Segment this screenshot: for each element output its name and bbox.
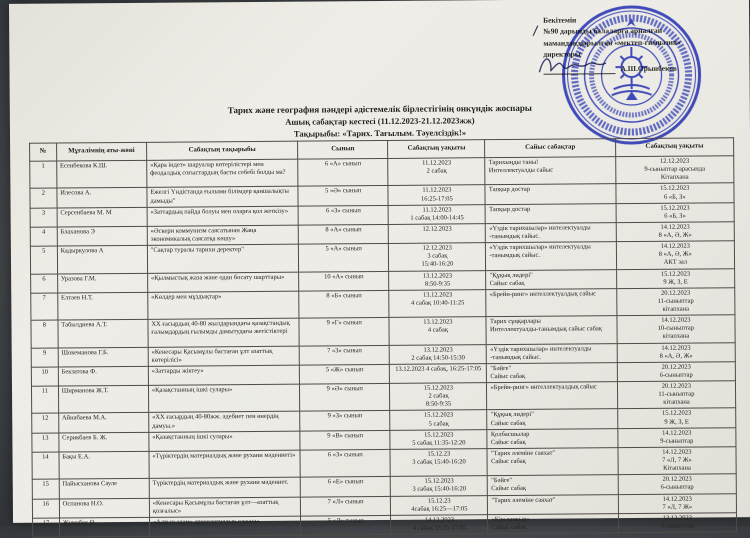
cell-num: 2 bbox=[30, 188, 57, 207]
cell-grade: 6 «З» сынып bbox=[300, 449, 390, 477]
cell-time: 12.12.2023 3 сабақ 15:40-16:20 bbox=[389, 243, 486, 271]
cell-time: 15.12.2023 3 сабақ 15:40-16:20 bbox=[391, 476, 488, 496]
cell-time: 13.12.2023 4 сабақ bbox=[389, 317, 486, 345]
cell-grade: 5 «Ә» сынып bbox=[298, 186, 388, 206]
cell-teacher: Бекзатова Ф. bbox=[58, 366, 148, 386]
signature-icon bbox=[535, 51, 631, 78]
cell-ctime: 14.12.2023 7 «Л, 7 Ж» bbox=[618, 493, 736, 513]
cell-time: 13.12.2023 4 сабақ 10:40-11:25 bbox=[389, 289, 486, 317]
school-name-line1: №90 дарынды балаларға арналған bbox=[543, 26, 663, 36]
cell-num: 9 bbox=[31, 348, 58, 367]
cell-contest: «Брейн-ринг» интеллектуалдық сайыс bbox=[486, 288, 616, 316]
cell-teacher: Жұмабек Ө. bbox=[59, 517, 149, 537]
cell-time: 15.12.2023 2 сабақ 8:50-9:35 bbox=[390, 383, 487, 411]
cell-num: 16 bbox=[32, 499, 59, 518]
cell-time: 15.12.23 3 сабақ 15:40-16:20 bbox=[390, 449, 487, 477]
cell-teacher: Есенбекова К.Ш. bbox=[56, 160, 146, 188]
header-contest-time: Сабақтың уақыты bbox=[615, 138, 733, 157]
cell-ctime: 15.12.2023 9 Ж, З, Е bbox=[616, 268, 734, 288]
cell-contest: «Кім тапқыр» Сайыс сабақ bbox=[488, 513, 618, 533]
cell-time: 11.12.2023 16:25-17:05 bbox=[388, 185, 485, 205]
cell-teacher: Кадыркулова А bbox=[57, 245, 147, 273]
cell-topic: "Сақтар туралы тарихи деректер" bbox=[147, 244, 299, 273]
cell-ctime: 14.12.2023 9-сыныптар bbox=[618, 427, 736, 447]
cell-contest: Тарих сұңқарлары Интеллектуалды-танымдық сайыс сабақ bbox=[486, 316, 616, 344]
cell-ctime: 15.12.2023 6 «Б, З» bbox=[616, 202, 734, 222]
cell-num: 14 bbox=[32, 452, 59, 480]
cell-teacher: Бақы Е.А. bbox=[59, 451, 149, 479]
cell-contest: "Тарих әлеміне саяхат" bbox=[488, 494, 618, 514]
cell-time: 14.12.2023 4 сабақ 16:25-17:05 bbox=[391, 514, 488, 534]
cell-contest: "Бәйге" Сайыс сабақ bbox=[487, 362, 617, 382]
cell-contest: Тапқыр достар bbox=[486, 203, 616, 223]
cell-ctime: 14.12.2023 7 «Л, 7 Ж» Кітапхана bbox=[618, 447, 737, 475]
cell-topic: Ежелгі Үндістанда ғылыми білімдер қаншалықты дамыды" bbox=[147, 187, 299, 207]
cell-contest: Тарихыңды таны! Интеллектуалды сайыс bbox=[485, 157, 615, 185]
cell-num: 10 bbox=[31, 367, 58, 386]
cell-time: 11.12.2023 1 сабақ 14:00-14:45 bbox=[388, 204, 485, 224]
cell-grade: 6 «Е» сынып bbox=[300, 477, 390, 497]
cell-topic: «Қазақстанның ішкі сулары» bbox=[148, 384, 300, 413]
cell-num: 5 bbox=[30, 246, 57, 274]
cell-contest: "Құқық лидері" Сайыс сабақ bbox=[486, 269, 616, 289]
cell-contest: "Құқық лидері" Сайыс сабақ bbox=[487, 409, 617, 429]
cell-grade: 7 «Л» сынып bbox=[301, 496, 391, 516]
cell-num: 3 bbox=[30, 208, 57, 227]
main-title: Тарих және география пәндері әдістемелік бірлестігінің онкүндік жоспары bbox=[227, 102, 532, 116]
director-label: директоры bbox=[543, 49, 581, 59]
cell-ctime: 12.12.2023 9-сыныптар арасында Кітапхана bbox=[615, 156, 734, 184]
cell-time: 13.12.2023 8:50-9:35 bbox=[389, 270, 486, 290]
cell-num: 4 bbox=[30, 227, 57, 246]
cell-topic: «Қазақстанның ішкі сулары» bbox=[149, 431, 301, 451]
cell-grade: 9 «В» сынып bbox=[300, 430, 390, 450]
cell-contest: Қолбасшылар Сайыс сабақ bbox=[487, 428, 617, 448]
cell-teacher: Серсенбаева М. М bbox=[57, 207, 147, 227]
header-grade: Сынып bbox=[298, 140, 388, 159]
document-page bbox=[9, 0, 750, 532]
header-contest-lessons: Сайыс сабақтар bbox=[485, 139, 615, 158]
table-row bbox=[33, 512, 737, 537]
cell-ctime: 20.12.2023 11-сыныптар кітапхана bbox=[616, 287, 735, 315]
cell-topic: «Әскери коммунизм саясатынан Жаңа экономикалық саясатқа көшу» bbox=[147, 225, 299, 245]
cell-time: 15.12.23 4сабақ 16:25—17:05 bbox=[391, 495, 488, 515]
cell-ctime: 15.12.2023 6 «Б, З» bbox=[616, 183, 734, 203]
cell-grade: 10 «А» сынып bbox=[299, 271, 389, 291]
cell-grade: 6 «З» сынып bbox=[298, 205, 388, 225]
subtitle-theme: Тақырыбы: «Тарих. Тағылым. Тәуелсіздік!» bbox=[293, 127, 467, 139]
cell-contest: «Үздік тарихшылар» интелектуалды -танымдық сайыс. bbox=[486, 242, 616, 270]
cell-topic: XX ғасырдың 40-80 жылдарындағы қазақстандық ғалымдардың ғылымды дамытудағы жетістіктері bbox=[148, 318, 300, 347]
cell-grade: 7 «З» сынып bbox=[299, 345, 389, 365]
cell-ctime: 14.12.2023 8 «А, Ә, Ж» bbox=[616, 222, 734, 242]
cell-teacher: Айнабаева М.А. bbox=[58, 413, 148, 433]
cell-time: 13.12.2023 4 сабақ, 16:25-17:05 bbox=[390, 363, 487, 383]
cell-time: 15.12.2023 5 сабақ 11:35-12:20 bbox=[390, 429, 487, 449]
cell-ctime: 14.12.2023 8 «А, Ә, Ж» АКТ зал bbox=[616, 241, 735, 269]
header-num: № bbox=[30, 143, 57, 161]
cell-topic: «Алтын адам» археологиялық олжасы bbox=[149, 516, 301, 536]
handwritten-slash-mark: / bbox=[532, 23, 539, 40]
cell-ctime: 14.12.2023 10-сыныптар кітапхана bbox=[617, 315, 736, 343]
cell-topic: «Кенесары Қасымұлы бастаған ұлт—азаттық қозғалыс» bbox=[149, 497, 301, 517]
cell-time: 12.12.2023 bbox=[389, 224, 486, 244]
cell-contest: Тапқыр достар bbox=[485, 184, 615, 204]
open-lessons-schedule-table bbox=[29, 137, 737, 538]
cell-grade: 8 «А» сынып bbox=[298, 224, 388, 244]
schedule-table-body bbox=[30, 156, 737, 538]
cell-time: 11.12.2023 2 сабақ bbox=[388, 158, 485, 186]
cell-teacher: Илесова А. bbox=[57, 188, 147, 208]
cell-num: 13 bbox=[32, 433, 59, 452]
header-topic: Сабақтың тақырыбы bbox=[146, 141, 297, 160]
cell-ctime: 20.12.2023 6-сыныптар bbox=[617, 361, 735, 381]
cell-grade: 5 «Ж» сынып bbox=[300, 364, 390, 384]
cell-time: 15.12.2023 5 сабақ bbox=[390, 410, 487, 430]
header-teacher: Мұғалімнің аты-жөні bbox=[56, 142, 146, 161]
cell-teacher: Ширманова Ж.Т. bbox=[58, 385, 148, 413]
cell-topic: Түріктердің материалдық және рухани мәдениет. bbox=[149, 477, 301, 497]
approval-block bbox=[543, 13, 747, 75]
cell-teacher: Оспанова Н.О. bbox=[59, 498, 149, 518]
cell-teacher: Табылдиева А.Т. bbox=[58, 319, 148, 347]
cell-teacher: Елтаев Н.Т. bbox=[57, 292, 147, 320]
cell-num: 6 bbox=[31, 274, 58, 293]
cell-teacher: Серикбаев Б. Ж. bbox=[59, 432, 149, 452]
cell-topic: «Түріктердің материалдық және рухани мәдениеті» bbox=[149, 450, 301, 479]
cell-topic: «Қара індет» шаруалар көтерілістері мен феодалдық соғыстардың басты себебі болды ма? bbox=[147, 159, 299, 188]
header-lesson-time: Сабақтың уақыты bbox=[388, 140, 485, 159]
cell-num: 11 bbox=[31, 386, 58, 414]
cell-num: 12 bbox=[32, 413, 59, 432]
cell-time: 13.12.2023 2 сабақ 14:50-15:30 bbox=[389, 344, 486, 364]
cell-teacher: Уразова Г.М. bbox=[57, 273, 147, 293]
cell-topic: «Көлдер мен мұздықтар» bbox=[148, 291, 300, 320]
cell-teacher: Пайысханова Сауле bbox=[59, 479, 149, 499]
document-title-block bbox=[10, 101, 750, 141]
cell-topic: «XX ғасырдың 40-80жж. әдебиет пен өнердің дамуы.» bbox=[149, 412, 301, 432]
cell-contest: "Бәйге" Сайыс сабақ bbox=[488, 475, 618, 495]
approval-word: Бекітемін bbox=[543, 15, 577, 25]
cell-ctime: 13.12.2023 6-сыныптар bbox=[618, 512, 736, 532]
cell-ctime: 20.12.2023 6-сыныптар bbox=[618, 474, 736, 494]
school-name-line2: мамандандырылған «мектеп-гимназия» bbox=[543, 37, 681, 48]
cell-num: 7 bbox=[31, 293, 58, 321]
subtitle-schedule: Ашық сабақтар кестесі (11.12.2023-21.12.2023жж) bbox=[285, 115, 475, 127]
cell-grade: 9 «Ә» сынып bbox=[300, 383, 390, 411]
cell-ctime: 15.12.2023 9 Ж, З, Е bbox=[617, 408, 735, 428]
cell-contest: «Брейн-ринг» интеллектуалдық сайыс bbox=[487, 382, 617, 410]
cell-num: 17 bbox=[33, 518, 60, 537]
cell-grade: 8 «Б» сынып bbox=[299, 290, 389, 318]
director-name: А.Ш.Орынбеков bbox=[620, 63, 677, 74]
signature-row bbox=[543, 62, 747, 75]
cell-ctime: 20.12.2023 11-сыныптар кітапхана bbox=[617, 381, 736, 409]
cell-topic: «Заттарды жіктеу» bbox=[148, 365, 300, 385]
cell-grade: 9 «З» сынып bbox=[300, 411, 390, 431]
cell-grade: 5 «Л» сынып bbox=[301, 515, 391, 535]
cell-num: 1 bbox=[30, 161, 57, 189]
cell-teacher: Блаханова Э bbox=[57, 226, 147, 246]
cell-topic: «Заттардың пайда болуы мен оларға қол жеткізу» bbox=[147, 206, 299, 226]
cell-num: 15 bbox=[32, 479, 59, 498]
cell-grade: 9 «Г» сынып bbox=[299, 318, 389, 346]
cell-teacher: Шокеманова Г.Б. bbox=[58, 347, 148, 367]
cell-topic: «Кенесары Қасымұлы бастаған ұлт азаттық көтерілісі» bbox=[148, 346, 300, 366]
cell-contest: «Үздік тарихшылар» интелектуалды -танымдық сайыс. bbox=[486, 223, 616, 243]
cell-topic: «Қылмыстық жаза және одан босату шарттары» bbox=[147, 272, 299, 292]
cell-ctime: 14.12.2023 8 «А, Ә, Ж» bbox=[617, 342, 735, 362]
cell-contest: "Тарих әлеміне саяхат" Сайыс сабақ bbox=[487, 448, 617, 476]
cell-grade: 5 «А» сынып bbox=[299, 244, 389, 272]
cell-grade: 6 «А» сынып bbox=[298, 158, 388, 186]
cell-num: 8 bbox=[31, 320, 58, 348]
cell-contest: «Үздік тарихшылар» интелектуалды -танымдық сайыс. bbox=[487, 343, 617, 363]
